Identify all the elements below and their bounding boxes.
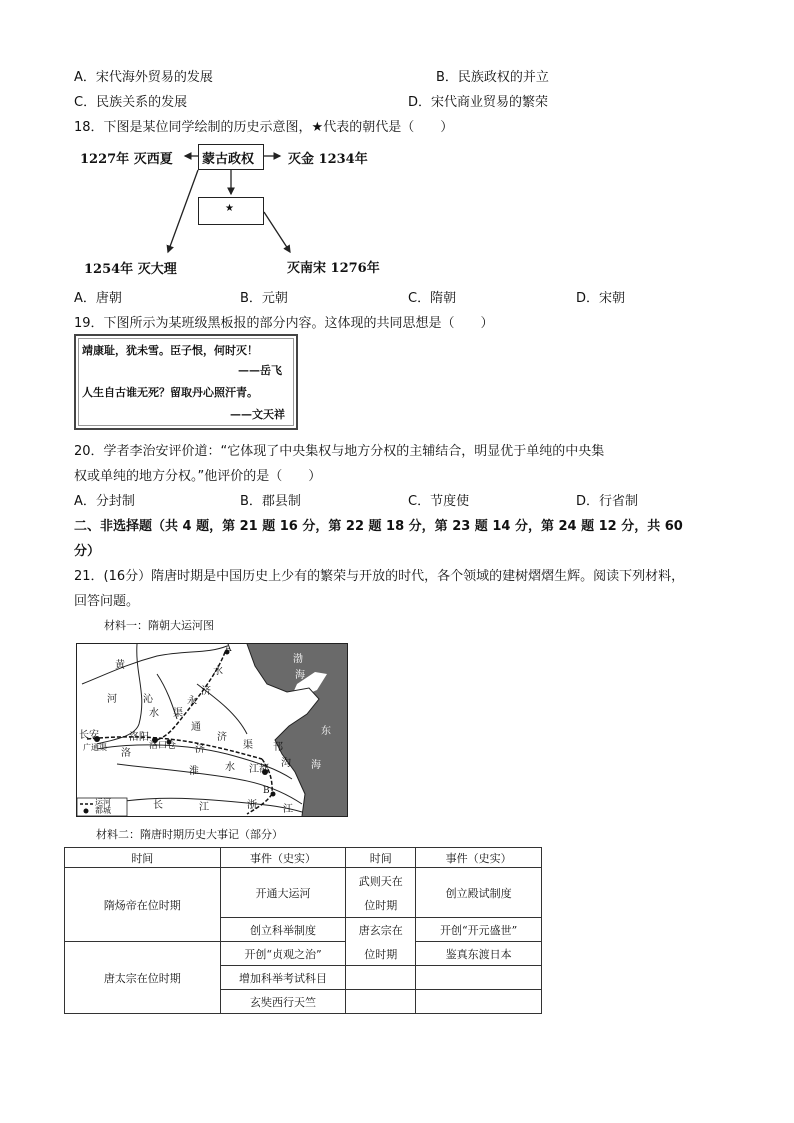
grand-canal-map [76,643,348,817]
table-cell: 唐太宗在位时期 [65,942,221,1014]
q18-stem: 18．下图是某位同学绘制的历史示意图，★代表的朝代是（ ） [74,120,454,135]
q20-option-c: C．节度使 [408,494,470,509]
map-label-ji3: 济 [195,744,205,755]
map-label-hai2: 海 [311,760,321,771]
table-cell [346,990,416,1014]
map-label-b: B [263,786,270,796]
table-cell: 增加科举考试科目 [220,966,346,990]
map-label-qin: 沁 [143,694,153,705]
events-table [64,847,542,1014]
star-icon: ★ [225,203,234,214]
map-label-gou: 沟 [281,758,291,769]
map-label-bo: 渤 [293,654,303,665]
map-label-shui2: 水 [149,708,159,719]
map-label-shui3: 水 [225,762,235,773]
table-header: 时间 [346,848,416,868]
map-label-huai: 淮 [189,766,199,777]
table-cell: 鉴真东渡日本 [416,942,542,966]
map-label-luoyang: 洛阳 [129,732,149,743]
map-legend-capital: 都城 [95,806,111,815]
q20-option-b: B．郡县制 [240,494,301,509]
q17-option-c: C．民族关系的发展 [74,95,188,110]
map-label-ji: 济 [201,686,211,697]
q18-option-a: A．唐朝 [74,291,122,306]
material-1-caption: 材料一：隋朝大运河图 [104,619,214,632]
poem-line-1: 靖康耻，犹未雪。臣子恨，何时灭！ [82,344,258,357]
map-label-zhe: 浙 [247,800,257,811]
map-label-tong: 通 [191,722,201,733]
map-label-yong: 永 [187,696,197,707]
poem-author-2: ——文天祥 [230,408,285,421]
diagram-center-label: 蒙古政权 [202,152,255,167]
map-label-jiang2: 江 [283,804,293,815]
table-header: 事件（史实） [220,848,346,868]
map-label-chang: 长 [153,800,163,811]
q20-stem-line-1: 20．学者李治安评价道：“它体现了中央集权与地方分权的主辅结合，明显优于单纯的中央集 [74,444,605,459]
table-cell: 隋炀帝在位时期 [65,868,221,942]
map-label-a: A [225,644,232,654]
map-label-jiang: 江 [199,802,209,813]
table-cell [416,966,542,990]
map-label-changan: 长安 [79,730,99,741]
table-cell: 唐玄宗在 位时期 [346,918,416,966]
diagram-right-label: 灭金 1234年 [288,152,368,167]
map-label-jiangdu: 江都 [249,764,269,775]
table-header: 事件（史实） [416,848,542,868]
table-cell: 创立科举制度 [220,918,346,942]
table-cell: 武则天在 位时期 [346,868,416,918]
section-2-heading: 二、非选择题（共 4 题，第 21 题 16 分，第 22 题 18 分，第 23 题 14 分，第 24 题 12 分，共 60 [74,519,683,534]
table-cell: 开创“开元盛世” [416,918,542,942]
map-label-dong: 东 [321,726,331,737]
map-label-hai: 海 [295,670,305,681]
map-legend-canal: 运河 [95,798,111,807]
map-label-qu: 渠 [173,708,183,719]
q18-option-c: C．隋朝 [408,291,457,306]
map-label-ji2: 济 [217,732,227,743]
table-cell: 玄奘西行天竺 [220,990,346,1014]
poem-line-2: 人生自古谁无死？留取丹心照汗青。 [82,386,258,399]
diagram-bottom-right-label: 灭南宋 1276年 [287,261,380,276]
table-cell [416,990,542,1014]
q18-option-b: B．元朝 [240,291,288,306]
material-2-caption: 材料二：隋唐时期历史大事记（部分） [96,828,283,841]
table-cell [346,966,416,990]
map-label-luokoucang: 洛口仓 [149,741,177,751]
q17-option-d: D．宋代商业贸易的繁荣 [408,95,549,110]
map-label-qu2: 渠 [243,740,253,751]
q21-stem-line-1: 21．(16分）隋唐时期是中国历史上少有的繁荣与开放的时代，各个领域的建树熠熠生辉。阅读下列材料， [74,569,685,584]
q19-stem: 19．下图所示为某班级黑板报的部分内容。这体现的共同思想是（ ） [74,316,494,331]
q21-stem-line-2: 回答问题。 [74,594,140,609]
map-label-han: 邗 [273,742,283,753]
diagram-left-label: 1227年 灭西夏 [80,152,173,167]
q17-option-a: A．宋代海外贸易的发展 [74,70,213,85]
q20-stem-line-2: 权或单纯的地方分权。”他评价的是（ ） [74,469,322,484]
map-label-he: 河 [107,694,117,705]
table-cell: 开创“贞观之治” [220,942,346,966]
q20-option-d: D．行省制 [576,494,639,509]
map-label-huang: 黄 [115,660,125,671]
q17-option-b: B．民族政权的并立 [436,70,549,85]
q20-option-a: A．分封制 [74,494,135,509]
map-label-guangtong: 广通渠 [83,743,107,752]
table-header: 时间 [65,848,221,868]
q18-option-d: D．宋朝 [576,291,626,306]
map-label-luo: 洛 [121,748,131,759]
map-label-shui: 水 [213,666,223,677]
table-cell: 创立殿试制度 [416,868,542,918]
table-cell: 开通大运河 [220,868,346,918]
poem-author-1: ——岳飞 [238,364,282,377]
section-2-heading-cont: 分） [74,544,101,559]
diagram-bottom-left-label: 1254年 灭大理 [84,262,177,277]
